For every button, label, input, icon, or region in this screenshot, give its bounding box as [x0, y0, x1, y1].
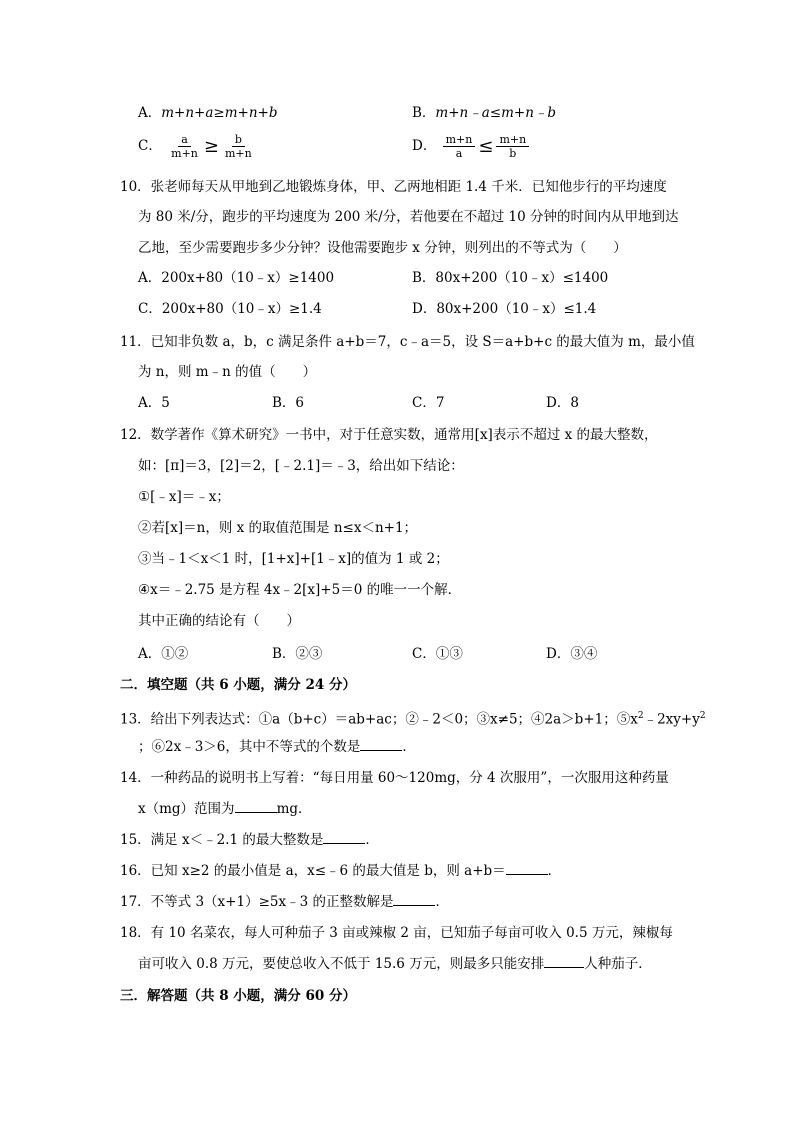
q17-answer-blank[interactable]	[393, 893, 435, 906]
q18-answer-blank[interactable]	[544, 955, 584, 968]
q9-c-fraction-1: $\frac{a}{m+n}$	[171, 133, 198, 160]
q12-conclusion-4: ④x＝﹣2.75 是方程 4x﹣2[x]+5＝0 的唯一一个解．	[138, 582, 462, 598]
q11-option-b[interactable]: B．6	[272, 395, 305, 411]
q10-stem-line2: 为 80 米/分，跑步的平均速度为 200 米/分，若他要在不超过 10 分钟的时间内从甲地到达	[138, 209, 679, 225]
q12-stem-line2: 如：[π]＝3，[2]＝2，[﹣2.1]＝﹣3，给出如下结论：	[138, 458, 464, 474]
q12-stem-line1: 12．数学著作《算术研究》一书中，对于任意实数，通常用[x]表示不超过 x 的最大整数，	[120, 427, 658, 443]
q12-option-c[interactable]: C．①③	[412, 646, 463, 662]
q12-option-a[interactable]: A．①②	[138, 646, 189, 662]
q11-stem-line1: 11．已知非负数 a，b，c 满足条件 a+b＝7，c﹣a＝5，设 S＝a+b+c 的最大值为 m，最小值	[120, 334, 695, 350]
q12-question: 其中正确的结论有（ ）	[138, 613, 300, 629]
q10-option-b[interactable]: B．80x+200（10﹣x）≤1400	[412, 270, 609, 286]
q13-answer-blank[interactable]	[360, 738, 402, 751]
q16-stem: 16．已知 x≥2 的最小值是 a，x≤﹣6 的最大值是 b，则 a+b＝ ．	[120, 863, 562, 879]
q11-option-a[interactable]: A．5	[138, 395, 170, 411]
q15-stem: 15．满足 x＜﹣2.1 的最大整数是 ．	[120, 832, 379, 848]
q9-option-a-text: m+n+a≥m+n+b	[161, 105, 278, 121]
q9-option-b[interactable]: B．m+n﹣a≤m+n﹣b	[412, 105, 557, 121]
q12-option-b[interactable]: B．②③	[272, 646, 323, 662]
q10-stem-line1: 10．张老师每天从甲地到乙地锻炼身体，甲、乙两地相距 1.4 千米．已知他步行的平均速度	[120, 179, 667, 195]
q17-stem: 17．不等式 3（x+1）≥5x﹣3 的正整数解是 ．	[120, 894, 449, 910]
q14-stem-line1: 14．一种药品的说明书上写着：“每日用量 60～120mg，分 4 次服用”，一次服用这种药量	[120, 770, 669, 786]
q10-option-a[interactable]: A．200x+80（10﹣x）≥1400	[138, 270, 335, 286]
q16-answer-blank[interactable]	[506, 862, 548, 875]
section-solve-title: 三．解答题（共 8 小题，满分 60 分）	[120, 988, 356, 1004]
q9-option-b-text: m+n﹣a≤m+n﹣b	[435, 105, 557, 121]
q10-stem-line3: 乙地，至少需要跑步多少分钟？设他需要跑步 x 分钟，则列出的不等式为（ ）	[138, 240, 627, 256]
q9-option-d[interactable]: D． $\frac{m+n}{a}$ ≤ $\frac{m+n}{b}$	[412, 133, 531, 160]
q14-stem-line2: x（mg）范围为 mg．	[138, 801, 312, 817]
q12-conclusion-3: ③当﹣1＜x＜1 时，[1+x]+[1﹣x]的值为 1 或 2；	[138, 551, 449, 567]
q13-stem-line1: 13．给出下列表达式：①a（b+c）＝ab+ac；②﹣2＜0；③x≠5；④2a＞b+1；$⑤x^2﹣2xy+y^2$	[120, 711, 706, 728]
q9-d-fraction-2: $\frac{m+n}{b}$	[496, 133, 529, 160]
q11-stem-line2: 为 n，则 m﹣n 的值（ ）	[138, 364, 317, 380]
q18-stem-line2: 亩可收入 0.8 万元，要使总收入不低于 15.6 万元，则最多只能安排 人种茄子．	[138, 956, 652, 972]
q12-conclusion-2: ②若[x]＝n，则 x 的取值范围是 n≤x＜n+1；	[138, 520, 418, 536]
section-fill-in-title: 二．填空题（共 6 小题，满分 24 分）	[120, 677, 356, 693]
q10-option-d[interactable]: D．80x+200（10﹣x）≤1.4	[412, 301, 597, 317]
q12-conclusion-1: ①[﹣x]＝﹣x；	[138, 489, 230, 505]
q12-option-d[interactable]: D．③④	[546, 646, 598, 662]
q9-d-fraction-1: $\frac{m+n}{a}$	[443, 133, 476, 160]
q9-c-fraction-2: $\frac{b}{m+n}$	[224, 133, 252, 160]
q11-option-d[interactable]: D．8	[546, 395, 579, 411]
q14-answer-blank[interactable]	[235, 800, 277, 813]
q13-stem-line2: ；⑥2x﹣3＞6，其中不等式的个数是 ．	[138, 739, 416, 755]
q9-option-a[interactable]: A．m+n+a≥m+n+b	[138, 105, 278, 121]
q15-answer-blank[interactable]	[323, 831, 365, 844]
q9-option-c[interactable]: C． $\frac{a}{m+n}$ ≥ $\frac{b}{m+n}$	[138, 133, 257, 160]
q10-option-c[interactable]: C．200x+80（10﹣x）≥1.4	[138, 301, 322, 317]
q11-option-c[interactable]: C．7	[412, 395, 445, 411]
q18-stem-line1: 18．有 10 名菜农，每人可种茄子 3 亩或辣椒 2 亩，已知茄子每亩可收入 0.5 万元，辣椒每	[120, 925, 673, 941]
